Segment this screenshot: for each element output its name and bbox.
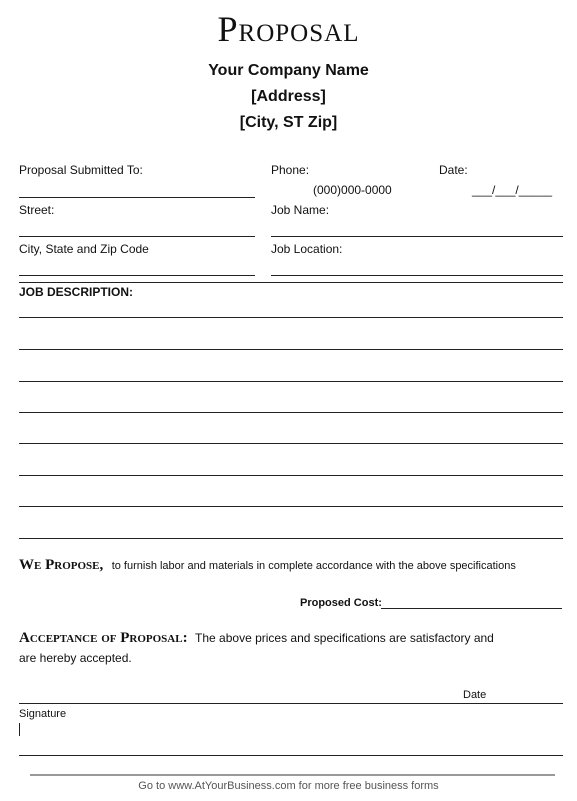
signature-label: Signature <box>19 708 67 720</box>
we-propose-row <box>19 556 516 574</box>
job-description-label: JOB DESCRIPTION: <box>19 285 134 299</box>
job-name-line[interactable] <box>271 236 563 237</box>
city-state-zip-line[interactable] <box>19 275 255 276</box>
street-label: Street: <box>19 203 55 217</box>
job-description-line[interactable] <box>19 317 563 318</box>
city-state-zip-label: City, State and Zip Code <box>19 242 149 256</box>
date-signature-label: Date <box>463 689 487 701</box>
acceptance-heading: Acceptance of Proposal: <box>19 630 188 646</box>
phone-value: (000)000-0000 <box>313 183 392 197</box>
job-location-label: Job Location: <box>271 242 343 256</box>
date-line[interactable] <box>19 703 563 704</box>
job-description-line[interactable] <box>19 381 563 382</box>
company-name: Your Company Name <box>208 62 369 79</box>
page-title: Proposal <box>217 9 360 49</box>
acceptance-text-continued: are hereby accepted. <box>19 651 132 665</box>
submitted-to-line[interactable] <box>19 197 255 198</box>
job-description-line[interactable] <box>19 349 563 350</box>
footer-text[interactable]: Go to www.AtYourBusiness.com for more free business forms <box>138 780 439 792</box>
date-label: Date: <box>439 163 468 177</box>
section-divider <box>19 282 563 283</box>
company-address: [Address] <box>251 88 326 105</box>
we-propose-text: to furnish labor and materials in complete accordance with the above specifications <box>111 560 516 572</box>
job-location-line[interactable] <box>271 275 563 276</box>
company-city: [City, ST Zip] <box>239 114 338 131</box>
job-description-line[interactable] <box>19 538 563 539</box>
submitted-to-label: Proposal Submitted To: <box>19 163 143 177</box>
we-propose-heading: We Propose, <box>19 557 104 573</box>
text-cursor <box>19 723 20 736</box>
footer-divider <box>30 774 555 776</box>
signature-line[interactable] <box>19 755 563 756</box>
job-description-line[interactable] <box>19 475 563 476</box>
proposed-cost-line[interactable] <box>381 608 562 609</box>
job-description-line[interactable] <box>19 443 563 444</box>
phone-label: Phone: <box>271 163 310 177</box>
proposed-cost-label: Proposed Cost: <box>300 597 382 609</box>
job-description-line[interactable] <box>19 412 563 413</box>
job-name-label: Job Name: <box>271 203 330 217</box>
job-description-line[interactable] <box>19 506 563 507</box>
street-line[interactable] <box>19 236 255 237</box>
date-value: ___/___/_____ <box>472 183 553 197</box>
acceptance-text: The above prices and specifications are satisfactory and <box>195 631 494 645</box>
acceptance-row <box>19 629 494 647</box>
